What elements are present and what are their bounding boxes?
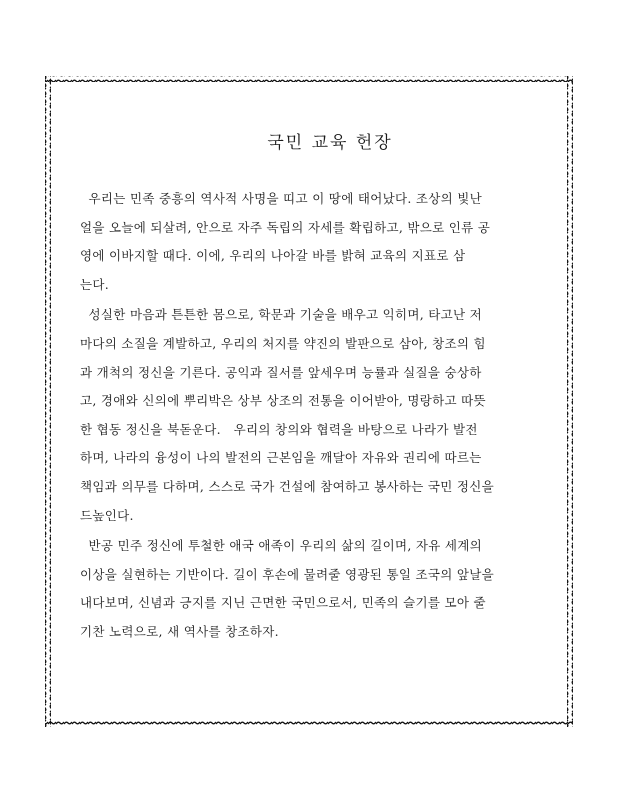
paragraph-1 [80, 185, 550, 299]
paragraph-2 [80, 301, 550, 530]
text-line: 성실한 마음과 튼튼한 몸으로, 학문과 기술을 배우고 익히며, 타고난 저 [80, 307, 483, 323]
border-right [567, 76, 573, 727]
text-line: 는다. [80, 276, 110, 292]
text-line: 과 개척의 정신을 기른다. 공익과 질서를 앞세우며 능률과 실질을 숭상하 [80, 364, 482, 380]
border-top [45, 76, 573, 82]
paragraph-3 [80, 532, 550, 646]
text-line: 이상을 실현하는 기반이다. 길이 후손에 물려줄 영광된 통일 조국의 앞날을 [80, 566, 494, 582]
text-line: 기찬 노력으로, 새 역사를 창조하자. [80, 623, 279, 639]
text-line: 영에 이바지할 때다. 이에, 우리의 나아갈 바를 밝혀 교육의 지표로 삼 [80, 248, 466, 264]
text-line: 반공 민주 정신에 투철한 애국 애족이 우리의 삶의 길이며, 자유 세계의 [80, 538, 483, 554]
text-line: 얼을 오늘에 되살려, 안으로 자주 독립의 자세를 확립하고, 밖으로 인류 공 [80, 219, 491, 235]
text-line: 고, 경애와 신의에 뿌리박은 상부 상조의 전통을 이어받아, 명랑하고 따뜻 [80, 393, 486, 409]
border-bottom [45, 721, 573, 727]
text-line: 드높인다. [80, 507, 134, 523]
text-line: 한 협동 정신을 북돋운다. 우리의 창의와 협력을 바탕으로 나라가 발전 [80, 421, 478, 437]
charter-document [80, 128, 550, 647]
text-line: 우리는 민족 중흥의 역사적 사명을 띠고 이 땅에 태어났다. 조상의 빛난 [80, 191, 483, 206]
text-line: 내다보며, 신념과 긍지를 지닌 근면한 국민으로서, 민족의 슬기를 모아 줄 [80, 595, 486, 611]
text-line: 마다의 소질을 계발하고, 우리의 처지를 약진의 발판으로 삼아, 창조의 힘 [80, 335, 486, 351]
text-line: 책임과 의무를 다하며, 스스로 국가 건설에 참여하고 봉사하는 국민 정신을 [80, 478, 494, 494]
text-line: 하며, 나라의 융성이 나의 발전의 근본임을 깨달아 자유와 권리에 따르는 [80, 450, 482, 466]
document-title: 국민 교육 헌장 [267, 133, 393, 153]
border-left [45, 76, 51, 727]
